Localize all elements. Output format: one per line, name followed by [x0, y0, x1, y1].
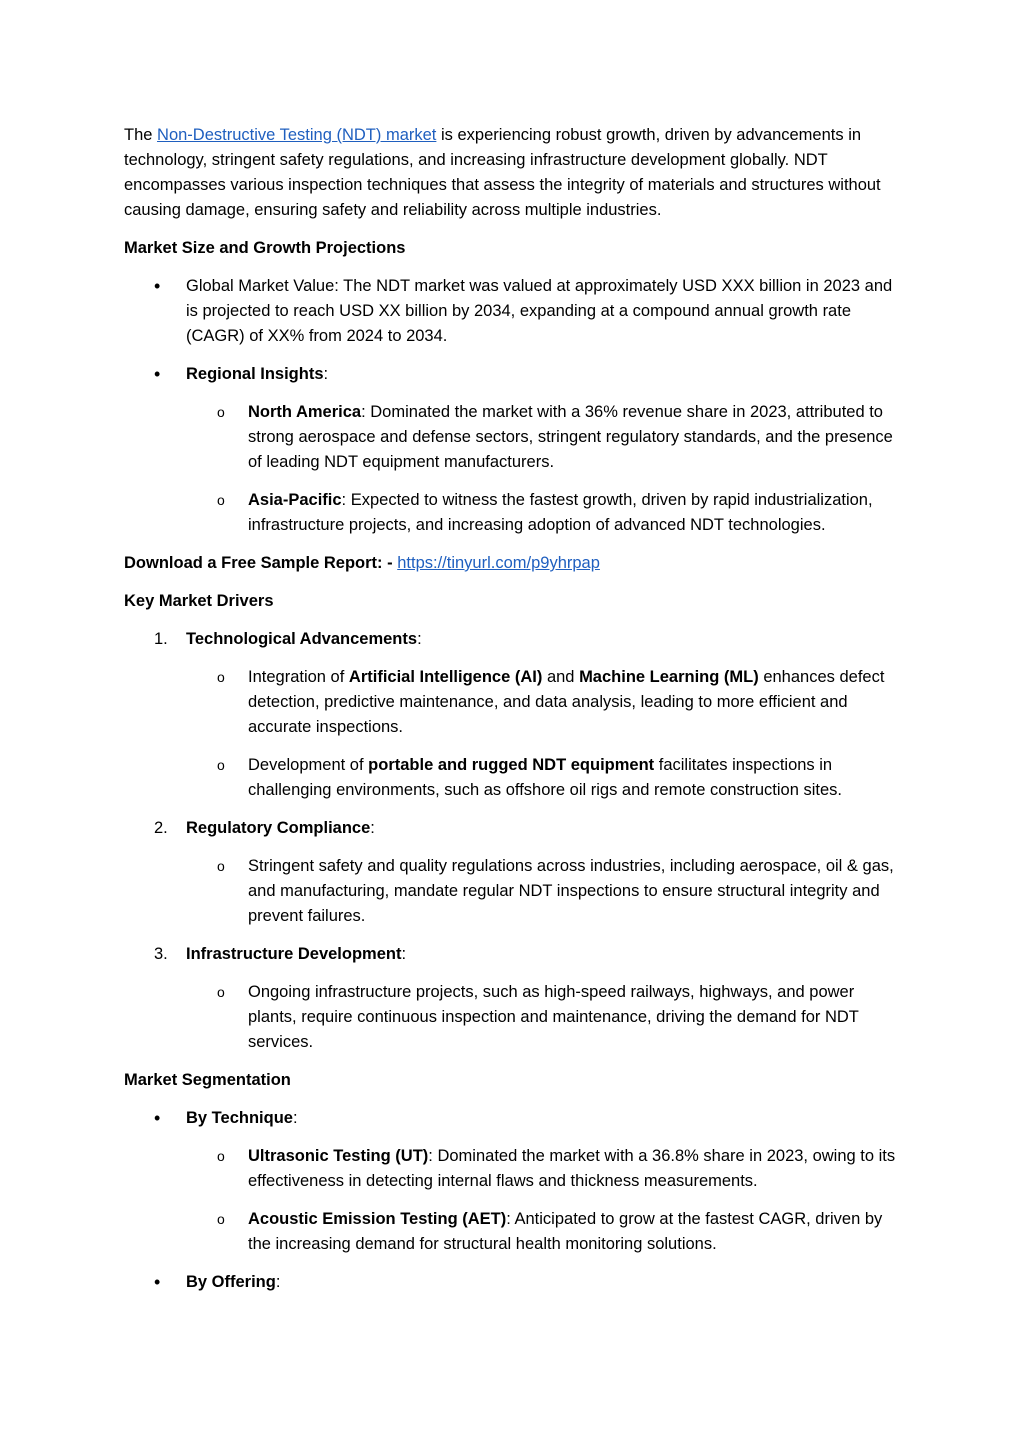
- sample-report-link[interactable]: https://tinyurl.com/p9yhrpap: [397, 554, 600, 572]
- text: enhances defect detection, predictive maintenance, and data analysis, leading to more efficient and accurate inspections.: [248, 668, 885, 736]
- sub-item-ultrasonic: [124, 1144, 904, 1194]
- intro-text: is experiencing robust growth, driven by advancements in technology, stringent safety regulations, and increasing infrastructure development globally. NDT encompasses various inspection techniques that assess the integrity of materials and structures without causing damage, ensuring safety and reliability across multiple industries.: [124, 126, 881, 219]
- ultrasonic-label: Ultrasonic Testing (UT): [248, 1147, 429, 1165]
- driver-1-label: Technological Advancements: [186, 630, 418, 648]
- list-number: 3.: [154, 945, 168, 963]
- download-label: Download a Free Sample Report: -: [124, 554, 398, 572]
- bullet-icon: •: [154, 276, 161, 296]
- circle-bullet-icon: o: [217, 669, 225, 685]
- circle-bullet-icon: o: [217, 1211, 225, 1227]
- intro-paragraph: [124, 123, 904, 223]
- bullet-icon: •: [154, 1108, 161, 1128]
- document-body: [124, 123, 904, 1308]
- intro-prefix: The: [124, 126, 158, 144]
- colon: :: [323, 365, 329, 383]
- sub-item-regulations: [124, 854, 904, 929]
- list-item-driver-3: [124, 942, 904, 967]
- bullet-icon: •: [154, 1272, 161, 1292]
- colon: :: [417, 630, 422, 648]
- circle-bullet-icon: o: [217, 1148, 225, 1164]
- sub-item-acoustic-emission: [124, 1207, 904, 1257]
- sub-item-portable-equipment: [124, 753, 904, 803]
- by-technique-label: By Technique: [186, 1109, 293, 1127]
- text: Integration of: [248, 668, 349, 686]
- sub-item-north-america: [124, 400, 904, 475]
- circle-bullet-icon: o: [217, 757, 225, 773]
- asia-pacific-text: : Expected to witness the fastest growth, driven by rapid industrialization, infrastructure projects, and increasing adoption of advanced NDT technologies.: [248, 491, 873, 534]
- heading-key-drivers: Key Market Drivers: [124, 592, 274, 610]
- ndt-market-link[interactable]: Non-Destructive Testing (NDT) market: [157, 126, 437, 144]
- ai-label: Artificial Intelligence (AI): [348, 668, 543, 686]
- heading-segmentation: Market Segmentation: [124, 1071, 291, 1089]
- sub-item-asia-pacific: [124, 488, 904, 538]
- circle-bullet-icon: o: [217, 858, 225, 874]
- download-line: [124, 551, 904, 576]
- list-item-by-offering: [124, 1270, 904, 1295]
- sub-item-ai-ml: [124, 665, 904, 740]
- north-america-label: North America: [248, 403, 362, 421]
- sub-item-infrastructure: [124, 980, 904, 1055]
- text: and: [542, 668, 580, 686]
- text: Ongoing infrastructure projects, such as high-speed railways, highways, and power plants, require continuous inspection and maintenance, driving the demand for NDT services.: [248, 983, 859, 1051]
- colon: :: [275, 1273, 281, 1291]
- circle-bullet-icon: o: [217, 404, 225, 420]
- circle-bullet-icon: o: [217, 492, 225, 508]
- circle-bullet-icon: o: [217, 984, 225, 1000]
- list-item-driver-2: [124, 816, 904, 841]
- regional-insights-label: Regional Insights: [186, 365, 324, 383]
- list-item-driver-1: [124, 627, 904, 652]
- colon: :: [401, 945, 407, 963]
- list-item-regional-insights: [124, 362, 904, 387]
- list-item-by-technique: [124, 1106, 904, 1131]
- portable-equipment-label: portable and rugged NDT equipment: [368, 756, 655, 774]
- acoustic-emission-text: : Anticipated to grow at the fastest CAGR, driven by the increasing demand for structural health monitoring solutions.: [248, 1210, 883, 1253]
- colon: :: [370, 819, 375, 837]
- text: Development of: [248, 756, 369, 774]
- list-item-global-value: [124, 274, 904, 349]
- list-number: 1.: [154, 630, 168, 648]
- driver-3-label: Infrastructure Development: [186, 945, 402, 963]
- north-america-text: : Dominated the market with a 36% revenue share in 2023, attributed to strong aerospace and defense sectors, stringent regulatory standards, and the presence of leading NDT equipment manufacturers.: [248, 403, 893, 471]
- acoustic-emission-label: Acoustic Emission Testing (AET): [248, 1210, 507, 1228]
- asia-pacific-label: Asia-Pacific: [248, 491, 342, 509]
- text: Stringent safety and quality regulations across industries, including aerospace, oil & gas, and manufacturing, mandate regular NDT inspections to ensure structural integrity and prevent failures.: [248, 857, 894, 925]
- driver-2-label: Regulatory Compliance: [186, 819, 371, 837]
- colon: :: [292, 1109, 298, 1127]
- ultrasonic-text: : Dominated the market with a 36.8% share in 2023, owing to its effectiveness in detecting internal flaws and thickness measurements.: [248, 1147, 896, 1190]
- list-number: 2.: [154, 819, 168, 837]
- bullet-icon: •: [154, 364, 161, 384]
- by-offering-label: By Offering: [186, 1273, 276, 1291]
- global-value-text: Global Market Value: The NDT market was valued at approximately USD XXX billion in 2023 and is projected to reach USD XX billion by 2034, expanding at a compound annual growth rate (CAGR) of XX% from 2024 to 2034.: [186, 277, 893, 345]
- text: facilitates inspections in challenging environments, such as offshore oil rigs and remote construction sites.: [248, 756, 843, 799]
- heading-market-size: Market Size and Growth Projections: [124, 239, 406, 257]
- ml-label: Machine Learning (ML): [579, 668, 759, 686]
